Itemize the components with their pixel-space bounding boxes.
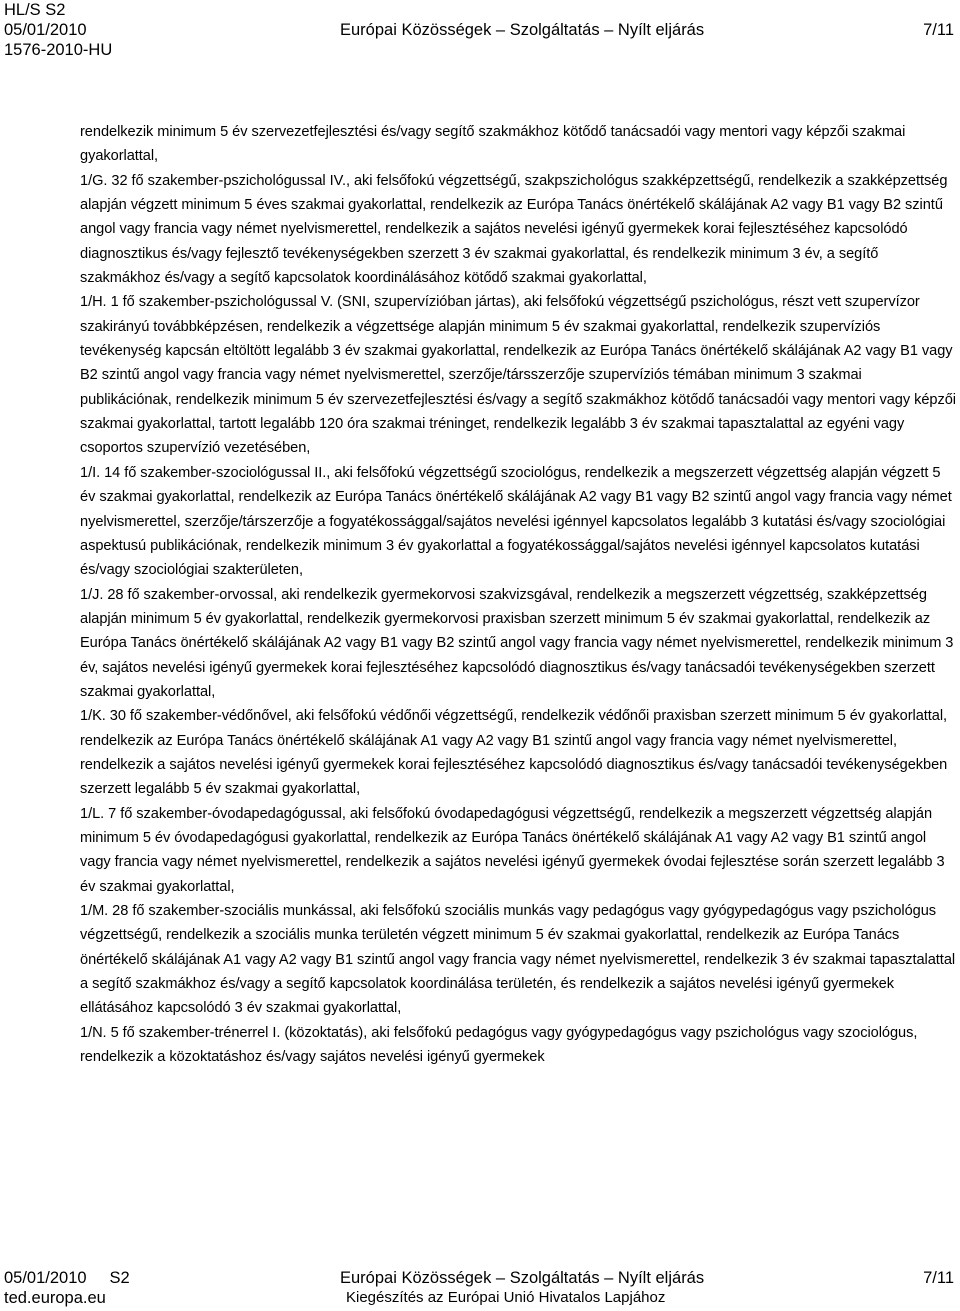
document-body: [80, 120, 956, 1069]
paragraph: 1/G. 32 fő szakember-pszichológussal IV., aki felsőfokú végzettségű, szakpszichológus szakképzettségű, rendelkezik a szakképzettség alapján végzett minimum 5 éves szakmai gyakorlattal, rendelkezik az Európa Tanács önértékelő skálájának A2 vagy B1 vagy B2 szintű angol vagy francia vagy német nyelvismerettel, rendelkezik a sajátos nevelési igényű gyermekek korai fejlesztéséhez kapcsolódó diagnosztikus és/vagy fejlesztő tevékenységekben szerzett 3 év szakmai gyakorlattal, és rendelkezik minimum 3 év, a segítő szakmákhoz és/vagy a segítő kapcsolatok koordinálásához kötődő szakmai gyakorlattal,: [80, 172, 948, 287]
paragraph: 1/J. 28 fő szakember-orvossal, aki rendelkezik gyermekorvosi szakvizsgával, rendelkezik a megszerzett végzettség, szakképzettség alapján minimum 5 év gyakorlattal, rendelkezik gyermekorvosi praxisban szerzett minimum 5 év szakmai gyakorlattal, rendelkezik az Európa Tanács önértékelő skálájának A2 vagy B1 vagy B2 szintű angol vagy francia vagy német nyelvismerettel, rendelkezik minimum 3 év, sajátos nevelési igényű gyermekek korai fejlesztéséhez kapcsolódó diagnosztikus és/vagy tanácsadói tevékenységekben szerzett szakmai gyakorlattal,: [80, 586, 954, 700]
journal-series: HL/S S2: [4, 1, 66, 19]
footer-website-link[interactable]: ted.europa.eu: [4, 1289, 106, 1307]
paragraph: 1/N. 5 fő szakember-trénerrel I. (közoktatás), aki felsőfokú pedagógus vagy gyógypedagógus vagy pszichológus vagy szociológus, rendelkezik a közoktatáshoz és/vagy sajátos nevelési igényű gyermekek: [80, 1024, 918, 1066]
header-row-1: [4, 0, 954, 20]
header-title: Európai Közösségek – Szolgáltatás – Nyílt eljárás: [340, 21, 705, 39]
footer-row-2: [4, 1288, 954, 1308]
document-number: 1576-2010-HU: [4, 41, 113, 59]
paragraph: rendelkezik minimum 5 év szervezetfejlesztési és/vagy segítő szakmákhoz kötődő tanácsadói vagy mentori vagy képzői szakmai gyakorlattal,: [80, 124, 906, 165]
footer-title: Európai Közösségek – Szolgáltatás – Nyílt eljárás: [340, 1269, 705, 1287]
paragraph: 1/H. 1 fő szakember-pszichológussal V. (SNI, szupervízióban jártas), aki felsőfokú végzettségű pszichológus, részt vett szupervízor szakirányú továbbképzésen, rendelkezik a végzettsége alapján minimum 5 év szakmai gyakorlattal, rendelkezik szupervíziós tevékenység kapcsán eltöltött legalább 3 év szakmai gyakorlattal, rendelkezik az Európa Tanács önértékelő skálájának A2 vagy B1 vagy B2 szintű angol vagy francia vagy német nyelvismerettel, szerzője/társszerzője szupervíziós témában minimum 3 szakmai publikációnak, rendelkezik minimum 5 év szervezetfejlesztési és/vagy a segítő szakmákhoz kötődő tanácsadói vagy mentori vagy képzői szakmai gyakorlattal, tartott legalább 120 óra szakmai tréninget, rendelkezik legalább 3 év szakmai tapasztalattal az egyéni vagy csoportos szupervízió vezetésében,: [80, 294, 956, 457]
footer-publication: Kiegészítés az Európai Unió Hivatalos Lapjához: [346, 1289, 666, 1306]
paragraph: 1/I. 14 fő szakember-szociológussal II., aki felsőfokú végzettségű szociológus, rendelkezik a megszerzett végzettség alapján végzett 5 év szakmai gyakorlattal, rendelkezik az Európa Tanács önértékelő skálájának A2 vagy B1 vagy B2 szintű angol vagy francia vagy német nyelvismerettel, szerzője/társzerzője a fogyatékossággal/sajátos nevelési igénnyel kapcsolatos legalább 3 kutatási és/vagy szociológiai aspektusú publikációnak, rendelkezik minimum 3 év gyakorlattal a fogyatékossággal/sajátos nevelési igénnyel kapcsolatos kutatási és/vagy szociológiai szakterületen,: [80, 464, 952, 579]
footer-row-1: [4, 1268, 954, 1288]
footer-page-number: 7/11: [923, 1269, 954, 1287]
paragraph: 1/L. 7 fő szakember-óvodapedagógussal, aki felsőfokú óvodapedagógusi végzettségű, rendelkezik a megszerzett végzettség alapján minimum 5 év óvodapedagógusi gyakorlattal, rendelkezik az Európa Tanács önértékelő skálájának A1 vagy A2 vagy B1 szintű angol vagy francia vagy német nyelvismerettel, rendelkezik a sajátos nevelési igényű gyermekek óvodai fejlesztése során szerzett legalább 3 év szakmai gyakorlattal,: [80, 805, 945, 895]
footer-series: S2: [109, 1269, 130, 1287]
header-page-number: 7/11: [923, 21, 954, 39]
footer-date: 05/01/2010: [4, 1269, 87, 1287]
header-row-2: [4, 20, 954, 40]
page-header: [4, 0, 954, 60]
footer-date-block: [4, 1268, 130, 1288]
paragraph: 1/K. 30 fő szakember-védőnővel, aki felsőfokú védőnői végzettségű, rendelkezik védőnői praxisban szerzett minimum 5 év gyakorlattal, rendelkezik az Európa Tanács önértékelő skálájának A1 vagy A2 vagy B1 szintű angol vagy francia vagy német nyelvismerettel, rendelkezik a sajátos nevelési igényű gyermekek korai fejlesztéséhez kapcsolódó diagnosztikus és/vagy tanácsadói tevékenységekben szerzett legalább 5 év szakmai gyakorlattal,: [80, 708, 948, 798]
header-date: 05/01/2010: [4, 21, 87, 39]
page-footer: [4, 1268, 954, 1308]
paragraph: 1/M. 28 fő szakember-szociális munkással, aki felsőfokú szociális munkás vagy pedagógus vagy gyógypedagógus vagy pszichológus végzettségű, rendelkezik a szociális munka területén végzett minimum 5 év szakmai gyakorlattal, rendelkezik az Európa Tanács önértékelő skálájának A1 vagy A2 vagy B1 szintű angol vagy francia vagy német nyelvismerettel, rendelkezik 3 év szakmai tapasztalattal a segítő szakmákhoz és/vagy a segítő kapcsolatok koordinálása területén, és rendelkezik a sajátos nevelési igényű gyermekek ellátásához kapcsolódó 3 év szakmai gyakorlattal,: [80, 903, 956, 1017]
header-row-3: [4, 40, 954, 60]
